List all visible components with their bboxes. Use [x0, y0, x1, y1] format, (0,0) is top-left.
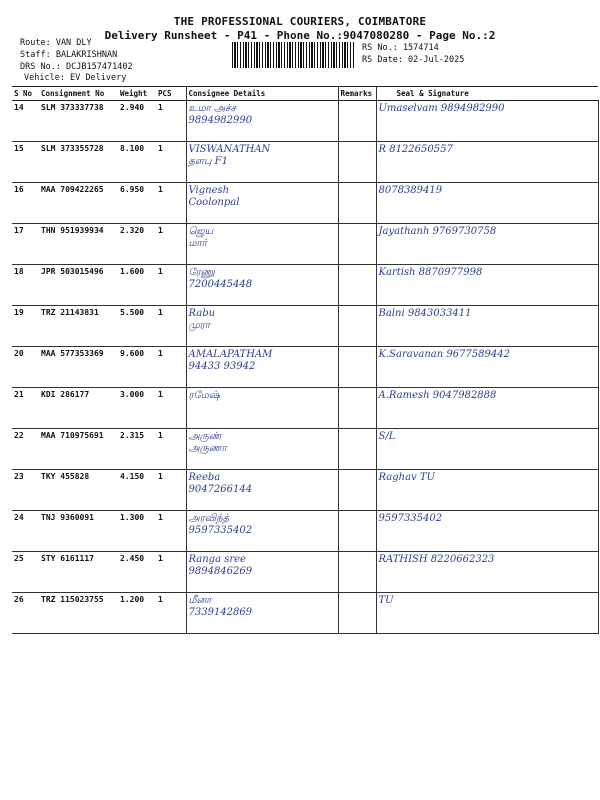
handwritten-consignee: Vignesh Coolonpal — [188, 185, 240, 208]
cell-sno: 16 — [12, 183, 39, 224]
cell-sno: 14 — [12, 101, 39, 142]
runsheet-table — [12, 86, 599, 634]
handwritten-signature: Umaselvam 9894982990 — [378, 103, 505, 114]
col-header-consignment: Consignment No — [39, 87, 118, 101]
handwritten-signature: Balni 9843033411 — [378, 308, 472, 319]
cell-signature — [376, 429, 598, 470]
cell-sno: 15 — [12, 142, 39, 183]
handwritten-signature: RATHISH 8220662323 — [378, 554, 495, 565]
cell-consignment-no: SLM 373355728 — [39, 142, 118, 183]
cell-consignee-details — [186, 183, 338, 224]
cell-signature — [376, 470, 598, 511]
cell-sno: 22 — [12, 429, 39, 470]
handwritten-consignee: அருண் அருணா — [188, 431, 227, 454]
rs-date: RS Date: 02-Jul-2025 — [362, 55, 465, 65]
cell-pcs: 1 — [156, 347, 186, 388]
cell-remarks — [338, 347, 376, 388]
cell-consignment-no: MAA 710975691 — [39, 429, 118, 470]
table-row — [12, 265, 598, 306]
cell-sno: 19 — [12, 306, 39, 347]
handwritten-signature: 9597335402 — [378, 513, 443, 524]
handwritten-signature: R 8122650557 — [378, 144, 453, 155]
handwritten-signature: 8078389419 — [378, 185, 443, 196]
handwritten-consignee: VISWANATHAN தளபு F1 — [188, 144, 271, 167]
cell-weight: 1.200 — [118, 593, 156, 634]
cell-consignee-details — [186, 388, 338, 429]
table-row — [12, 183, 598, 224]
cell-pcs: 1 — [156, 183, 186, 224]
cell-sno: 18 — [12, 265, 39, 306]
table-row — [12, 511, 598, 552]
cell-consignee-details — [186, 224, 338, 265]
cell-remarks — [338, 511, 376, 552]
cell-remarks — [338, 552, 376, 593]
cell-weight: 2.320 — [118, 224, 156, 265]
cell-sno: 17 — [12, 224, 39, 265]
cell-signature — [376, 552, 598, 593]
cell-consignee-details — [186, 511, 338, 552]
cell-remarks — [338, 265, 376, 306]
table-row — [12, 388, 598, 429]
route-label: Route: VAN DLY — [20, 38, 92, 48]
col-header-consignee: Consignee Details — [186, 87, 338, 101]
cell-signature — [376, 388, 598, 429]
cell-pcs: 1 — [156, 265, 186, 306]
cell-signature — [376, 101, 598, 142]
cell-signature — [376, 347, 598, 388]
table-row — [12, 224, 598, 265]
cell-consignee-details — [186, 470, 338, 511]
cell-consignee-details — [186, 101, 338, 142]
cell-consignee-details — [186, 593, 338, 634]
handwritten-signature: S/L — [378, 431, 396, 442]
cell-consignment-no: STY 6161117 — [39, 552, 118, 593]
document-title: THE PROFESSIONAL COURIERS, COIMBATORE — [173, 15, 427, 28]
cell-pcs: 1 — [156, 511, 186, 552]
handwritten-signature: K.Saravanan 9677589442 — [378, 349, 510, 360]
cell-consignment-no: TNJ 9360091 — [39, 511, 118, 552]
handwritten-consignee: மீனா 7339142869 — [188, 595, 253, 618]
cell-sno: 21 — [12, 388, 39, 429]
col-header-weight: Weight — [118, 87, 156, 101]
cell-remarks — [338, 183, 376, 224]
cell-remarks — [338, 470, 376, 511]
handwritten-signature: TU — [378, 595, 394, 606]
cell-consignment-no: MAA 577353369 — [39, 347, 118, 388]
cell-consignee-details — [186, 552, 338, 593]
cell-sno: 20 — [12, 347, 39, 388]
cell-signature — [376, 224, 598, 265]
cell-weight: 3.000 — [118, 388, 156, 429]
cell-remarks — [338, 388, 376, 429]
cell-consignment-no: JPR 503015496 — [39, 265, 118, 306]
cell-sno: 24 — [12, 511, 39, 552]
document-subtitle: Delivery Runsheet - P41 - Phone No.:9047080280 - Page No.:2 — [104, 29, 496, 42]
handwritten-consignee: Ranga sree 9894846269 — [188, 554, 253, 577]
cell-weight: 2.450 — [118, 552, 156, 593]
drs-label: DRS No.: DCJB157471402 — [20, 62, 133, 72]
table-row — [12, 306, 598, 347]
cell-remarks — [338, 101, 376, 142]
cell-consignee-details — [186, 347, 338, 388]
cell-sno: 25 — [12, 552, 39, 593]
cell-consignment-no: TRZ 21143831 — [39, 306, 118, 347]
cell-sno: 26 — [12, 593, 39, 634]
cell-pcs: 1 — [156, 306, 186, 347]
cell-weight: 2.940 — [118, 101, 156, 142]
cell-weight: 6.950 — [118, 183, 156, 224]
handwritten-consignee: Rabu முரா — [188, 308, 216, 331]
col-header-signature: Seal & Signature — [376, 87, 598, 101]
cell-pcs: 1 — [156, 470, 186, 511]
cell-consignee-details — [186, 306, 338, 347]
col-header-sno: S No — [12, 87, 39, 101]
handwritten-consignee: Reeba 9047266144 — [188, 472, 253, 495]
handwritten-signature: Raghav TU — [378, 472, 435, 483]
table-row — [12, 593, 598, 634]
barcode-image — [232, 42, 354, 68]
table-row — [12, 470, 598, 511]
cell-weight: 4.150 — [118, 470, 156, 511]
handwritten-signature: Kartish 8870977998 — [378, 267, 483, 278]
handwritten-consignee: ரமேஷ் — [188, 390, 221, 401]
handwritten-signature: Jayathanh 9769730758 — [378, 226, 497, 237]
handwritten-signature: A.Ramesh 9047982888 — [378, 390, 497, 401]
cell-weight: 8.100 — [118, 142, 156, 183]
table-header-row — [12, 87, 598, 101]
cell-signature — [376, 265, 598, 306]
cell-consignment-no: THN 951939934 — [39, 224, 118, 265]
cell-weight: 2.315 — [118, 429, 156, 470]
cell-pcs: 1 — [156, 224, 186, 265]
cell-pcs: 1 — [156, 101, 186, 142]
cell-signature — [376, 306, 598, 347]
handwritten-consignee: ஜெய மார் — [188, 226, 214, 249]
cell-weight: 1.600 — [118, 265, 156, 306]
cell-remarks — [338, 593, 376, 634]
cell-signature — [376, 142, 598, 183]
cell-remarks — [338, 429, 376, 470]
cell-remarks — [338, 306, 376, 347]
table-row — [12, 142, 598, 183]
handwritten-consignee: ரேணு 7200445448 — [188, 267, 253, 290]
cell-weight: 1.300 — [118, 511, 156, 552]
col-header-remarks: Remarks — [338, 87, 376, 101]
staff-label: Staff: BALAKRISHNAN — [20, 50, 118, 60]
cell-pcs: 1 — [156, 593, 186, 634]
cell-consignment-no: MAA 709422265 — [39, 183, 118, 224]
cell-consignment-no: TRZ 115023755 — [39, 593, 118, 634]
handwritten-consignee: AMALAPATHAM 94433 93942 — [188, 349, 273, 372]
cell-remarks — [338, 224, 376, 265]
table-row — [12, 552, 598, 593]
handwritten-consignee: அரவிந்த் 9597335402 — [188, 513, 253, 536]
cell-consignment-no: TKY 455828 — [39, 470, 118, 511]
cell-remarks — [338, 142, 376, 183]
table-row — [12, 429, 598, 470]
cell-consignment-no: KDI 286177 — [39, 388, 118, 429]
cell-consignment-no: SLM 373337738 — [39, 101, 118, 142]
cell-weight: 9.600 — [118, 347, 156, 388]
cell-signature — [376, 183, 598, 224]
cell-signature — [376, 593, 598, 634]
cell-pcs: 1 — [156, 429, 186, 470]
cell-consignee-details — [186, 142, 338, 183]
cell-pcs: 1 — [156, 142, 186, 183]
table-row — [12, 101, 598, 142]
cell-sno: 23 — [12, 470, 39, 511]
cell-consignee-details — [186, 265, 338, 306]
vehicle-label: Vehicle: EV Delivery — [24, 73, 127, 83]
table-row — [12, 347, 598, 388]
handwritten-consignee: உமா அச்ச 9894982990 — [188, 103, 253, 126]
cell-signature — [376, 511, 598, 552]
rs-number: RS No.: 1574714 — [362, 43, 439, 53]
cell-consignee-details — [186, 429, 338, 470]
cell-pcs: 1 — [156, 388, 186, 429]
cell-weight: 5.500 — [118, 306, 156, 347]
cell-pcs: 1 — [156, 552, 186, 593]
col-header-pcs: PCS — [156, 87, 186, 101]
